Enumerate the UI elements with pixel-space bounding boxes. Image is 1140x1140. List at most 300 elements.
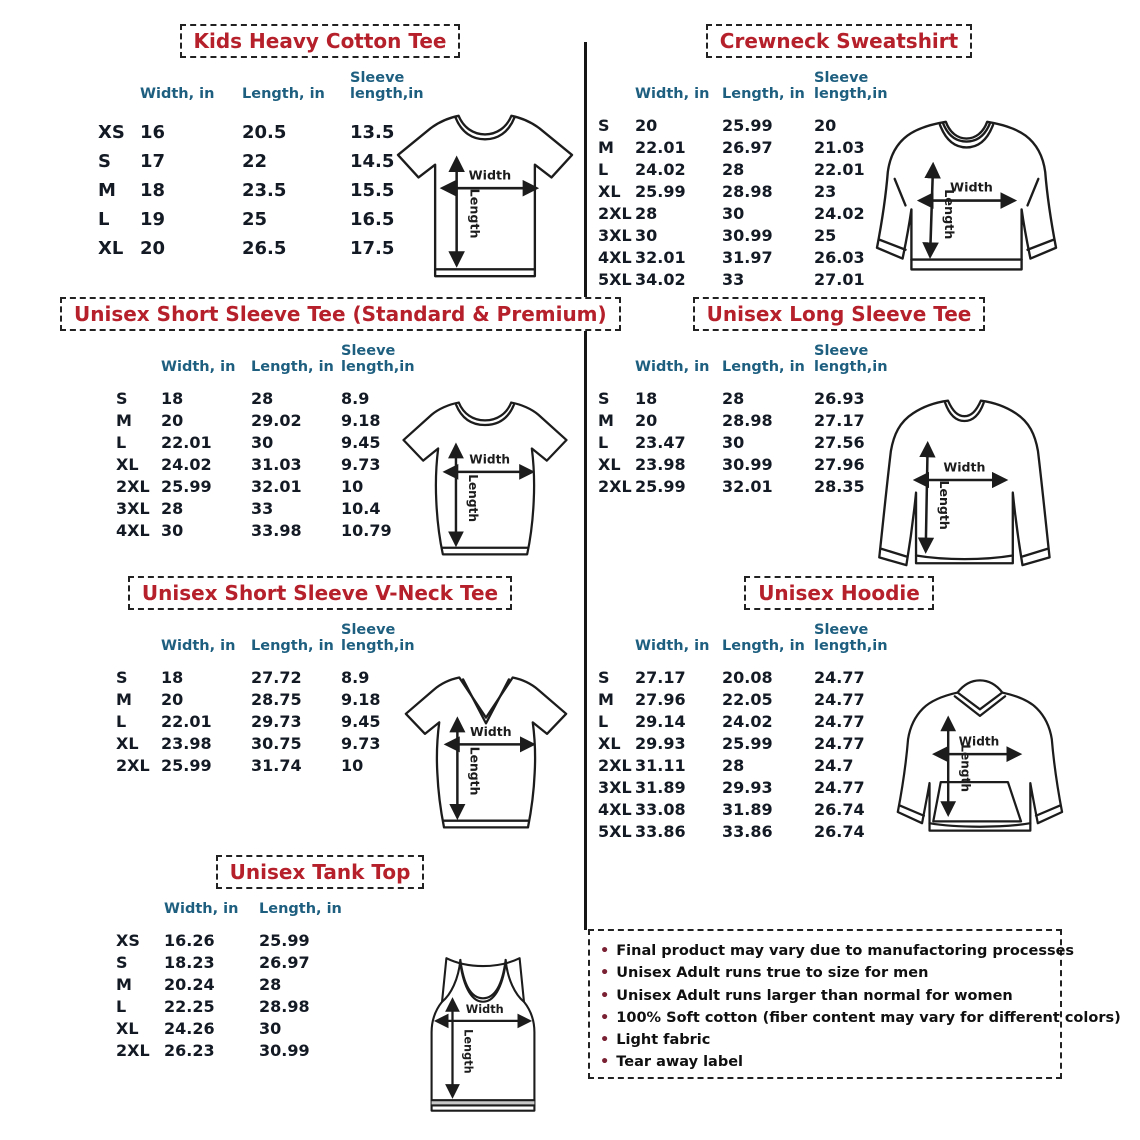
size-column-header <box>598 622 635 666</box>
size-value: 28 <box>722 755 745 775</box>
size-row <box>598 732 888 754</box>
size-value: 24.02 <box>161 454 212 474</box>
size-value: 28 <box>161 498 184 518</box>
panel-title: Unisex Short Sleeve Tee (Standard & Premium) <box>60 297 621 331</box>
size-value: 20 <box>814 115 837 135</box>
length-arrow-label: Length <box>937 480 953 530</box>
panel-kids-heavy-cotton-tee <box>60 24 580 296</box>
size-label: M <box>116 689 132 709</box>
size-value: 31.03 <box>251 454 302 474</box>
size-row <box>116 973 359 995</box>
size-value: 16.5 <box>350 209 395 230</box>
length-column-header: Length, in <box>722 638 805 654</box>
size-row <box>598 666 888 688</box>
size-table-header <box>598 622 888 666</box>
size-value: 27.17 <box>635 667 686 687</box>
size-table-header <box>116 343 421 387</box>
panel-title: Unisex Long Sleeve Tee <box>693 297 986 331</box>
size-value: 25.99 <box>635 181 686 201</box>
size-table-vneck <box>116 622 421 776</box>
size-value: 29.73 <box>251 711 302 731</box>
size-value: 10 <box>341 476 364 496</box>
length-arrow-label: Length <box>466 474 481 523</box>
size-row <box>98 118 430 147</box>
size-table-crewneck <box>598 70 888 290</box>
size-value: 22.01 <box>161 432 212 452</box>
product-notes-box <box>588 929 1121 1079</box>
size-value: 26.74 <box>814 799 865 819</box>
size-value: 15.5 <box>350 180 395 201</box>
kids-tee-illustration <box>392 108 578 284</box>
size-table-kids <box>98 70 430 263</box>
size-label: XL <box>598 181 621 201</box>
sleeve-column-header: Sleeve length,in <box>814 343 888 375</box>
size-value: 18 <box>140 180 166 201</box>
width-column-header: Width, in <box>140 86 215 102</box>
size-value: 24.02 <box>635 159 686 179</box>
size-value: 33.98 <box>251 520 302 540</box>
size-value: 33.86 <box>635 821 686 841</box>
size-value: 29.02 <box>251 410 302 430</box>
size-value: 24.77 <box>814 777 865 797</box>
size-value: 25.99 <box>161 755 212 775</box>
panel-unisex-long-sleeve-tee <box>593 297 1085 573</box>
note-item: • Light fabric <box>600 1029 1048 1051</box>
size-label: XS <box>116 930 140 950</box>
size-row <box>598 688 888 710</box>
panel-title: Unisex Hoodie <box>744 576 934 610</box>
size-row <box>598 136 888 158</box>
size-row <box>116 497 421 519</box>
length-arrow-label: Length <box>958 744 973 792</box>
size-row <box>598 387 888 409</box>
size-value: 20 <box>161 689 184 709</box>
size-value: 26.93 <box>814 388 865 408</box>
size-label: 2XL <box>598 476 632 496</box>
note-item: • Final product may vary due to manufactoring processes <box>600 940 1048 962</box>
size-label: M <box>116 410 132 430</box>
size-row <box>598 180 888 202</box>
size-value: 27.72 <box>251 667 302 687</box>
kangaroo-pocket <box>933 782 1021 821</box>
size-value: 29.93 <box>722 777 773 797</box>
size-value: 30 <box>635 225 658 245</box>
size-row <box>598 158 888 180</box>
size-label: S <box>116 667 128 687</box>
length-arrow-label: Length <box>461 1029 476 1074</box>
size-table-longsleeve <box>598 343 888 497</box>
size-value: 17 <box>140 151 166 172</box>
long-sleeve-tee-illustration <box>857 391 1067 570</box>
size-value: 20 <box>635 115 658 135</box>
size-value: 8.9 <box>341 388 370 408</box>
size-label: 2XL <box>598 755 632 775</box>
size-value: 24.7 <box>814 755 854 775</box>
size-label: XL <box>598 454 621 474</box>
size-value: 30.99 <box>722 225 773 245</box>
size-value: 27.01 <box>814 269 865 289</box>
size-value: 33.08 <box>635 799 686 819</box>
width-column-header: Width, in <box>635 359 710 375</box>
size-value: 27.56 <box>814 432 865 452</box>
width-arrow-label: Width <box>468 167 512 183</box>
length-column-header: Length, in <box>722 86 805 102</box>
size-label: M <box>598 137 614 157</box>
size-value: 30 <box>722 432 745 452</box>
size-value: 22.05 <box>722 689 773 709</box>
size-value: 13.5 <box>350 122 395 143</box>
size-row <box>116 453 421 475</box>
size-value: 9.45 <box>341 711 381 731</box>
size-value: 29.93 <box>635 733 686 753</box>
size-value: 26.5 <box>242 238 287 259</box>
size-label: L <box>598 432 609 452</box>
size-row <box>116 710 421 732</box>
width-column-header: Width, in <box>164 901 239 917</box>
size-value: 24.26 <box>164 1018 215 1038</box>
size-label: S <box>598 667 610 687</box>
size-table-header <box>598 343 888 387</box>
sleeve-column-header: Sleeve length,in <box>341 343 415 375</box>
size-label: 4XL <box>598 247 632 267</box>
size-row <box>116 1039 359 1061</box>
panel-title: Unisex Short Sleeve V-Neck Tee <box>128 576 512 610</box>
size-value: 8.9 <box>341 667 370 687</box>
size-value: 9.73 <box>341 454 381 474</box>
size-label: M <box>598 689 614 709</box>
size-value: 18.23 <box>164 952 215 972</box>
tank-outline <box>432 958 535 1110</box>
width-arrow-label: Width <box>943 459 986 475</box>
width-arrow-label: Width <box>950 180 993 196</box>
size-label: XL <box>98 238 124 259</box>
size-value: 28 <box>722 159 745 179</box>
size-value: 31.89 <box>722 799 773 819</box>
size-row <box>116 475 421 497</box>
size-value: 20 <box>140 238 166 259</box>
size-value: 30.99 <box>722 454 773 474</box>
size-label: XL <box>116 454 139 474</box>
panel-title: Crewneck Sweatshirt <box>706 24 972 58</box>
size-value: 33 <box>251 498 274 518</box>
size-value: 23 <box>814 181 837 201</box>
size-value: 22.25 <box>164 996 215 1016</box>
size-value: 26.23 <box>164 1040 215 1060</box>
size-row <box>116 519 421 541</box>
width-arrow-label: Width <box>465 1002 504 1017</box>
size-row <box>116 409 421 431</box>
size-row <box>598 710 888 732</box>
size-label: L <box>98 209 110 230</box>
size-column-header <box>598 343 635 387</box>
size-label: L <box>598 711 609 731</box>
width-column-header: Width, in <box>635 86 710 102</box>
size-row <box>116 688 421 710</box>
size-label: S <box>598 115 610 135</box>
size-row <box>598 475 888 497</box>
size-value: 26.97 <box>259 952 310 972</box>
size-value: 22.01 <box>814 159 865 179</box>
size-value: 27.96 <box>814 454 865 474</box>
size-value: 32.01 <box>635 247 686 267</box>
size-row <box>116 1017 359 1039</box>
size-value: 14.5 <box>350 151 395 172</box>
size-label: XL <box>116 733 139 753</box>
size-value: 24.02 <box>722 711 773 731</box>
size-label: 3XL <box>598 777 632 797</box>
size-value: 30.99 <box>259 1040 310 1060</box>
size-row <box>598 224 888 246</box>
tee-outline <box>406 678 566 828</box>
size-row <box>598 431 888 453</box>
size-row <box>116 929 359 951</box>
size-value: 30.75 <box>251 733 302 753</box>
size-value: 30 <box>251 432 274 452</box>
size-value: 20.08 <box>722 667 773 687</box>
crewneck-sweatshirt-illustration <box>861 112 1073 294</box>
size-value: 33.86 <box>722 821 773 841</box>
panel-title: Kids Heavy Cotton Tee <box>180 24 461 58</box>
size-label: 3XL <box>116 498 150 518</box>
size-label: S <box>116 388 128 408</box>
size-value: 20.24 <box>164 974 215 994</box>
size-value: 31.74 <box>251 755 302 775</box>
panel-unisex-vneck-tee <box>60 576 580 854</box>
size-row <box>598 246 888 268</box>
sleeve-column-header: Sleeve length,in <box>814 622 888 654</box>
size-value: 25.99 <box>722 733 773 753</box>
width-arrow-label: Width <box>469 452 511 467</box>
size-value: 10 <box>341 755 364 775</box>
length-arrow-label: Length <box>940 189 956 240</box>
size-value: 23.5 <box>242 180 287 201</box>
size-label: 4XL <box>116 520 150 540</box>
size-value: 23.47 <box>635 432 686 452</box>
size-row <box>116 995 359 1017</box>
size-value: 9.45 <box>341 432 381 452</box>
size-value: 17.5 <box>350 238 395 259</box>
size-row <box>598 798 888 820</box>
vneck-tee-illustration <box>400 668 572 835</box>
size-value: 10.4 <box>341 498 381 518</box>
panel-title: Unisex Tank Top <box>216 855 425 889</box>
panel-unisex-hoodie <box>593 576 1085 921</box>
size-value: 28 <box>259 974 282 994</box>
size-label: L <box>116 711 127 731</box>
size-row <box>98 234 430 263</box>
note-item: • Unisex Adult runs larger than normal for women <box>600 985 1048 1007</box>
size-column-header <box>116 622 161 666</box>
standard-tee-illustration <box>396 393 574 562</box>
size-label: M <box>116 974 132 994</box>
size-value: 28.35 <box>814 476 865 496</box>
size-value: 24.77 <box>814 667 865 687</box>
size-value: 24.77 <box>814 733 865 753</box>
size-label: 5XL <box>598 269 632 289</box>
size-value: 31.11 <box>635 755 686 775</box>
size-value: 22.01 <box>635 137 686 157</box>
size-table-header <box>116 901 359 929</box>
size-value: 23.98 <box>161 733 212 753</box>
size-value: 24.02 <box>814 203 865 223</box>
width-arrow-label: Width <box>958 734 1000 749</box>
size-column-header <box>98 70 140 118</box>
size-value: 20 <box>635 410 658 430</box>
size-value: 30 <box>161 520 184 540</box>
size-value: 20.5 <box>242 122 287 143</box>
size-value: 9.73 <box>341 733 381 753</box>
note-item: • Tear away label <box>600 1051 1048 1073</box>
size-value: 16 <box>140 122 166 143</box>
size-label: XL <box>598 733 621 753</box>
size-table-header <box>116 622 421 666</box>
size-value: 18 <box>635 388 658 408</box>
size-row <box>598 409 888 431</box>
size-value: 30 <box>722 203 745 223</box>
length-column-header: Length, in <box>259 901 342 917</box>
length-arrow-label: Length <box>467 746 483 796</box>
size-label: 4XL <box>598 799 632 819</box>
size-value: 28.98 <box>259 996 310 1016</box>
size-value: 18 <box>161 388 184 408</box>
size-value: 33 <box>722 269 745 289</box>
panel-crewneck-sweatshirt <box>593 24 1085 296</box>
size-value: 28 <box>251 388 274 408</box>
size-label: 3XL <box>598 225 632 245</box>
size-row <box>598 776 888 798</box>
size-value: 22 <box>242 151 268 172</box>
size-label: M <box>98 180 116 201</box>
size-table-standard <box>116 343 421 541</box>
size-row <box>116 431 421 453</box>
size-row <box>116 387 421 409</box>
size-value: 34.02 <box>635 269 686 289</box>
size-value: 31.97 <box>722 247 773 267</box>
size-row <box>116 754 421 776</box>
size-value: 25 <box>242 209 268 230</box>
size-value: 26.03 <box>814 247 865 267</box>
size-table-hoodie <box>598 622 888 842</box>
size-value: 25.99 <box>635 476 686 496</box>
size-label: S <box>98 151 111 172</box>
size-row <box>598 453 888 475</box>
size-value: 23.98 <box>635 454 686 474</box>
size-label: M <box>598 410 614 430</box>
size-row <box>98 176 430 205</box>
size-value: 16.26 <box>164 930 215 950</box>
size-table-tank <box>116 901 359 1061</box>
length-column-header: Length, in <box>251 359 334 375</box>
size-label: 2XL <box>116 755 150 775</box>
size-table-header <box>98 70 430 118</box>
size-label: S <box>116 952 128 972</box>
panel-unisex-short-sleeve-tee <box>60 297 607 573</box>
size-row <box>598 114 888 136</box>
size-value: 22.01 <box>161 711 212 731</box>
size-value: 18 <box>161 667 184 687</box>
size-row <box>98 205 430 234</box>
width-arrow-label: Width <box>470 723 512 739</box>
note-item: • Unisex Adult runs true to size for men <box>600 962 1048 984</box>
size-value: 32.01 <box>722 476 773 496</box>
size-value: 28.75 <box>251 689 302 709</box>
size-value: 25.99 <box>259 930 310 950</box>
size-value: 30 <box>259 1018 282 1038</box>
notes-list <box>600 940 1121 1074</box>
size-value: 24.77 <box>814 689 865 709</box>
size-value: 29.14 <box>635 711 686 731</box>
size-column-header <box>116 901 164 929</box>
size-row <box>116 666 421 688</box>
size-value: 28.98 <box>722 410 773 430</box>
size-value: 10.79 <box>341 520 392 540</box>
size-value: 26.97 <box>722 137 773 157</box>
size-row <box>598 754 888 776</box>
size-label: 5XL <box>598 821 632 841</box>
size-label: L <box>116 996 127 1016</box>
size-value: 20 <box>161 410 184 430</box>
size-row <box>598 202 888 224</box>
size-value: 9.18 <box>341 689 381 709</box>
size-value: 25.99 <box>161 476 212 496</box>
size-value: 26.74 <box>814 821 865 841</box>
tank-top-illustration <box>422 951 544 1117</box>
size-column-header <box>598 70 635 114</box>
size-value: 25 <box>814 225 837 245</box>
size-value: 25.99 <box>722 115 773 135</box>
sleeve-column-header: Sleeve length,in <box>350 70 424 102</box>
size-value: 32.01 <box>251 476 302 496</box>
size-column-header <box>116 343 161 387</box>
panel-unisex-tank-top <box>60 855 580 1137</box>
size-value: 9.18 <box>341 410 381 430</box>
size-value: 28 <box>722 388 745 408</box>
size-value: 27.17 <box>814 410 865 430</box>
size-row <box>116 951 359 973</box>
size-row <box>116 732 421 754</box>
length-arrow-label: Length <box>467 188 483 239</box>
size-label: XL <box>116 1018 139 1038</box>
width-column-header: Width, in <box>635 638 710 654</box>
length-column-header: Length, in <box>242 86 325 102</box>
size-value: 28 <box>635 203 658 223</box>
size-label: XS <box>98 122 125 143</box>
size-value: 24.77 <box>814 711 865 731</box>
size-value: 28.98 <box>722 181 773 201</box>
column-divider-line <box>584 42 587 930</box>
width-column-header: Width, in <box>161 359 236 375</box>
sleeve-column-header: Sleeve length,in <box>814 70 888 102</box>
size-label: 2XL <box>116 1040 150 1060</box>
size-value: 19 <box>140 209 166 230</box>
size-row <box>98 147 430 176</box>
size-row <box>598 820 888 842</box>
width-column-header: Width, in <box>161 638 236 654</box>
size-label: L <box>598 159 609 179</box>
length-column-header: Length, in <box>722 359 805 375</box>
size-value: 21.03 <box>814 137 865 157</box>
tee-outline <box>879 401 1049 565</box>
size-row <box>598 268 888 290</box>
size-label: 2XL <box>598 203 632 223</box>
size-value: 31.89 <box>635 777 686 797</box>
sleeve-column-header: Sleeve length,in <box>341 622 415 654</box>
size-label: S <box>598 388 610 408</box>
length-column-header: Length, in <box>251 638 334 654</box>
size-label: 2XL <box>116 476 150 496</box>
size-value: 27.96 <box>635 689 686 709</box>
note-item: • 100% Soft cotton (fiber content may vary for different colors) <box>600 1007 1048 1029</box>
